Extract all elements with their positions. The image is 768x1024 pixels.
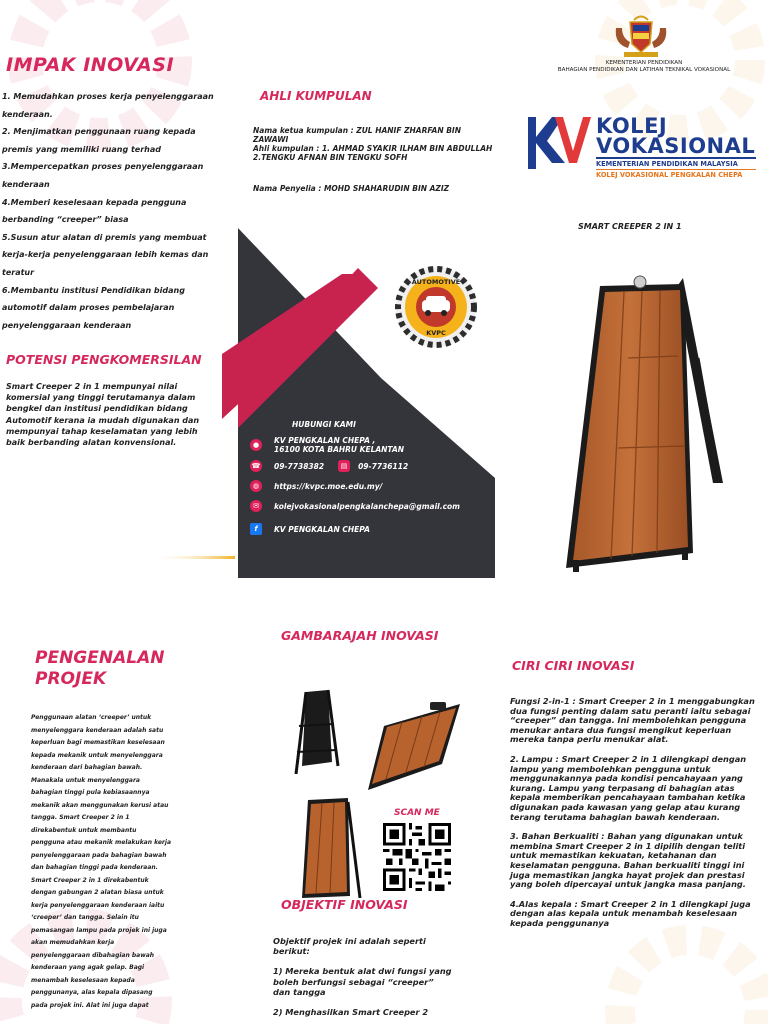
ahli-line: 2.TENGKU AFNAN BIN TENGKU SOFH	[253, 153, 408, 162]
objektif-item: 1) Mereka bentuk alat dwi fungsi yang boleh berfungsi sebagai “creeper” dan tangga	[273, 966, 452, 997]
contact-title: HUBUNGI KAMI	[292, 420, 356, 429]
impak-item: 1. Memudahkan proses kerja penyelenggaraan kenderaan.	[2, 92, 214, 119]
kv-logo-line4: KOLEJ VOKASIONAL PENGKALAN CHEPA	[596, 169, 756, 180]
contact-address	[274, 436, 404, 454]
scan-me-label: SCAN ME	[394, 808, 440, 818]
email-icon: ✉	[250, 500, 262, 512]
ahli-line: Ahli kumpulan : 1. AHMAD SYAKIR ILHAM BIN ABDULLAH	[253, 144, 493, 153]
contact-address-row	[250, 436, 404, 454]
impak-item: 3.Mempercepatkan proses penyelenggaraan kenderaan	[2, 162, 204, 189]
gambarajah-title: GAMBARAJAH INOVASI	[281, 628, 439, 643]
product-title: SMART CREEPER 2 IN 1	[578, 222, 682, 231]
objektif-body	[273, 936, 453, 1024]
location-pin-icon: ●	[250, 439, 262, 451]
impak-title: IMPAK INOVASI	[6, 54, 175, 76]
contact-email[interactable]: kolejvokasionalpengkalanchepa@gmail.com	[274, 501, 460, 511]
fax-icon: ▤	[338, 460, 350, 472]
impak-list	[2, 88, 226, 334]
contact-phone-2[interactable]: 09-7736112	[358, 461, 409, 471]
ministry-name: KEMENTERIAN PENDIDIKAN	[605, 60, 683, 66]
ladder-mode-photo	[296, 690, 338, 774]
potensi-body: Smart Creeper 2 in 1 mempunyai nilai komersial yang tinggi terutamanya dalam bengkel dan institusi pendidikan bidang Automotif kerana ia mudah digunakan dan mempunyai tahap keselamatan yang lebih baik berbanding alatan konvensional.	[6, 382, 200, 448]
red-band-decoration	[222, 274, 362, 419]
ciri-body	[510, 697, 758, 938]
qr-code[interactable]	[383, 823, 451, 891]
ministry-header	[530, 60, 758, 74]
impak-item: 6.Membantu institusi Pendidikan bidang automotif dalam proses pembelajaran penyelenggaraan kenderaan	[2, 285, 185, 330]
impak-item: 5.Susun atur alatan di premis yang membuat kerja-kerja penyelenggaraan lebih kemas dan teratur	[2, 232, 209, 277]
ciri-item: Fungsi 2-in-1 : Smart Creeper 2 in 1 menggabungkan dua fungsi penting dalam satu peranti iaitu sebagai “creeper” dan tangga. Ini membolehkan pengguna menukar antara dua fungsi mengikut keperluan mereka tanpa perlu menukar alat.	[510, 696, 755, 745]
impak-item: 2. Menjimatkan penggunaan ruang kepada premis yang memiliki ruang terhad	[2, 127, 196, 154]
ciri-item: 3. Bahan Berkualiti : Bahan yang digunakan untuk membina Smart Creeper 2 in 1 dipilih dengan teliti untuk memastikan kekuatan, ketahanan dan keselamatan pengguna. Bahan berkualiti tinggi ini juga memastikan jangka hayat projek dan prestasi yang boleh dipercayai untuk jangka masa panjang.	[510, 831, 746, 890]
contact-phone-1[interactable]: 09-7738382	[274, 461, 325, 471]
division-name: BAHAGIAN PENDIDIKAN DAN LATIHAN TEKNIKAL VOKASIONAL	[557, 67, 731, 73]
potensi-title: POTENSI PENGKOMERSILAN	[6, 352, 202, 367]
impak-item: 4.Memberi keselesaan kepada pengguna berbanding “creeper” biasa	[2, 197, 187, 225]
ahli-list	[253, 126, 498, 162]
contact-address-line: KV PENGKALAN CHEPA ,	[274, 436, 376, 445]
contact-email-row	[250, 500, 460, 512]
objektif-title: OBJEKTIF INOVASI	[281, 897, 408, 912]
svg-text:AUTOMOTIVE: AUTOMOTIVE	[411, 278, 461, 286]
pengenalan-body: Penggunaan alatan ‘creeper’ untuk menyelenggara kenderaan adalah satu keperluan bagi memastikan keselesaan kepada mekanik untuk menyelenggara kenderaan dari bahagian bawah. Manakala untuk menyelenggara bahagian tinggi pula kebiasaannya mekanik akan menggunakan kerusi atau tangga. Smart Creeper 2 in 1 direkabentuk untuk membantu pengguna atau mekanik melakukan kerja penyelenggaraan pada bahagian bawah dan bahagian tinggi pada kenderaan. Smart Creeper 2 in 1 direkabentuk dengan gabungan 2 alatan biasa untuk kerja penyelenggaraan kenderaan iaitu ‘creeper’ dan tangga. Selain itu pemasangan lampu pada projek ini juga akan memudahkan kerja penyelenggaraan dibahagian bawah kenderaan yang agak gelap. Bagi menambah keselesaan kepada penggunanya, alas kepala dipasang pada projek ini. Alat ini juga dapat	[31, 714, 171, 1009]
creeper-mode-photo	[368, 702, 460, 790]
objektif-item: 2) Menghasilkan Smart Creeper 2	[273, 1007, 429, 1018]
contact-website[interactable]: https://kvpc.moe.edu.my/	[274, 481, 383, 491]
kv-logo-text	[596, 116, 766, 180]
globe-icon: ◍	[250, 480, 262, 492]
ciri-item: 4.Alas kepala : Smart Creeper 2 in 1 dilengkapi juga dengan alas kepala untuk menambah keselesaan kepada penggunanya	[510, 898, 751, 928]
kv-logo-line1: KOLEJ	[596, 114, 668, 138]
objektif-intro: Objektif projek ini adalah seperti berikut:	[273, 936, 426, 957]
smart-creeper-photo	[548, 268, 738, 580]
ahli-line: Nama ketua kumpulan : ZUL HANIF ZHARFAN BIN ZAWAWI	[253, 126, 462, 144]
contact-website-row	[250, 480, 382, 492]
ciri-title: CIRI CIRI INOVASI	[512, 658, 635, 673]
contact-phone-row	[250, 460, 408, 472]
ahli-title: AHLI KUMPULAN	[260, 89, 372, 103]
pengenalan-title: PENGENALAN PROJEK	[35, 648, 165, 689]
contact-facebook-row	[250, 523, 370, 535]
phone-icon: ☎	[250, 460, 262, 472]
kv-logo-line3: KEMENTERIAN PENDIDIKAN MALAYSIA	[596, 157, 756, 169]
ciri-item: 2. Lampu : Smart Creeper 2 in 1 dilengkapi dengan lampu yang membolehkan pengguna untuk menggunakannya pada kondisi pencahayaan yang kurang. Lampu yang terpasang di bahagian atas kepala memberikan pencahayaan tambahan ketika digunakan pada kawasan yang gelap atau kurang terang terutama bahagian bawah kenderaan.	[510, 753, 747, 822]
automotive-badge-logo	[395, 266, 477, 348]
facebook-icon: f	[250, 523, 262, 535]
contact-facebook[interactable]: KV PENGKALAN CHEPA	[274, 524, 370, 534]
svg-text:KVPC: KVPC	[426, 329, 446, 337]
upright-mode-photo	[302, 798, 360, 898]
stripe-line-decoration	[150, 552, 235, 564]
ahli-penyelia: Nama Penyelia : MOHD SHAHARUDIN BIN AZIZ	[253, 184, 450, 193]
contact-address-line: 16100 KOTA BAHRU KELANTAN	[274, 445, 405, 454]
kv-logo-line2: VOKASIONAL	[596, 134, 756, 158]
coat-of-arms-logo	[610, 14, 672, 60]
